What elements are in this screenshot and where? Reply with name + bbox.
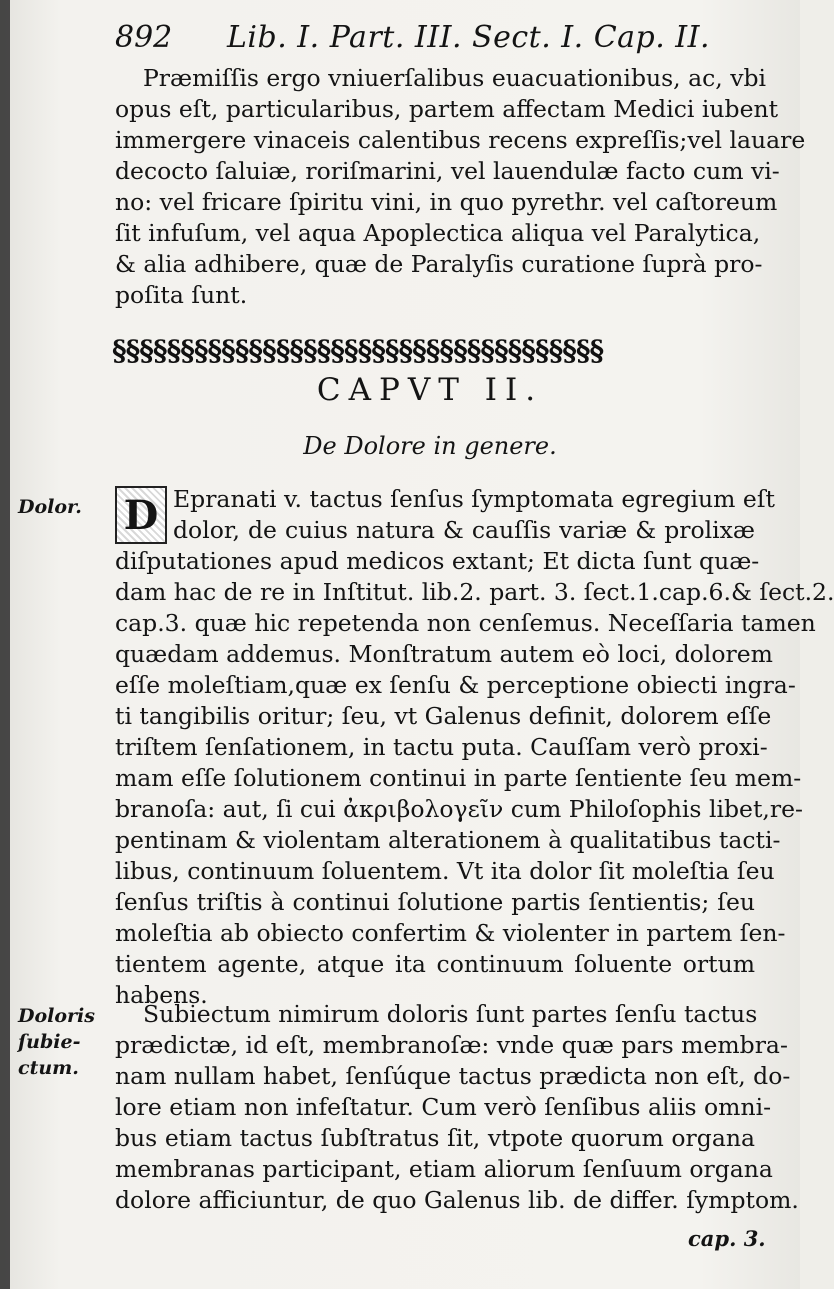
text-line: libus, continuum ſoluentem. Vt ita dolor ſit moleſtia ſeu: [115, 857, 775, 885]
text-line: lore etiam non infeſtatur. Cum verò ſenſibus aliis omni-: [115, 1093, 772, 1121]
text-line: dam hac de re in Inſtitut. lib.2. part. 3. ſect.1.cap.6.& ſect.2.: [115, 578, 834, 606]
text-line: Subiectum nimirum doloris ſunt partes ſenſu tactus: [143, 1000, 758, 1028]
text-line: immergere vinaceis calentibus recens expreſſis;vel lauare: [115, 126, 806, 154]
text-line: ti tangibilis oritur; ſeu, vt Galenus definit, dolorem eſſe: [115, 702, 772, 730]
catchword: cap. 3.: [688, 1226, 766, 1251]
text-line: prædictæ, id eſt, membranoſæ: vnde quæ pars membra-: [115, 1031, 788, 1059]
text-line: tientem agente, atque ita continuum ſoluente ortum: [115, 950, 755, 978]
chapter-title: CAPVT II.: [316, 372, 544, 408]
text-line: mam eſſe ſolutionem continui in parte ſentiente ſeu mem-: [115, 764, 802, 792]
text-line: branoſa: aut, ſi cui ἀκριβολογεῖν cum Philoſophis libet,re-: [115, 795, 803, 823]
margin-note-line: ctum.: [18, 1057, 79, 1079]
text-line: eſſe moleſtiam,quæ ex ſenſu & perceptione obiecti ingra-: [115, 671, 796, 699]
text-line: moleſtia ab obiecto confertim & violenter in partem ſen-: [115, 919, 786, 947]
margin-note-line: Doloris: [18, 1005, 95, 1027]
margin-note-subiectum: [18, 1003, 95, 1081]
paragraph-3: [115, 999, 799, 1216]
text-line: decocto ſaluiæ, roriſmarini, vel lauendulæ facto cum vi-: [115, 157, 780, 185]
running-head: Lib. I. Part. III. Sect. I. Cap. II.: [227, 20, 711, 55]
running-header: [115, 16, 711, 60]
text-line: quædam addemus. Monſtratum autem eò loci, dolorem: [115, 640, 773, 668]
text-line: ſit infuſum, vel aqua Apoplectica aliqua vel Paralytica,: [115, 219, 761, 247]
chapter-subtitle: De Dolore in genere.: [303, 432, 557, 460]
text-line: dolore afficiuntur, de quo Galenus lib. de differ. ſymptom.: [115, 1186, 799, 1214]
text-line: pentinam & violentam alterationem à qualitatibus tacti-: [115, 826, 781, 854]
paragraph-2: [115, 484, 834, 1011]
text-line: dolor, de cuius natura & cauſſis variæ & prolixæ: [173, 516, 755, 544]
text-line: Epranati v. tactus ſenſus ſymptomata egregium eſt: [173, 485, 775, 513]
page-number: 892: [115, 20, 173, 55]
text-line: membranas participant, etiam aliorum ſenſuum organa: [115, 1155, 773, 1183]
margin-note-line: ſubie-: [18, 1031, 81, 1053]
text-line: bus etiam tactus ſubſtratus ſit, vtpote quorum organa: [115, 1124, 755, 1152]
text-line: no: vel fricare ſpiritu vini, in quo pyrethr. vel caſtoreum: [115, 188, 778, 216]
chapter-heading: [0, 372, 800, 408]
text-line: diſputationes apud medicos extant; Et dicta ſunt quæ-: [115, 547, 760, 575]
text-line: ſenſus triſtis à continui ſolutione partis ſentientis; ſeu: [115, 888, 755, 916]
text-line: & alia adhibere, quæ de Paralyſis curatione ſuprà pro-: [115, 250, 763, 278]
ornament-band: §§§§§§§§§§§§§§§§§§§§§§§§§§§§§§§§§§§§: [112, 334, 604, 367]
page-binding-shadow: [0, 0, 10, 1289]
text-line: cap.3. quæ hic repetenda non cenſemus. Neceſſaria tamen: [115, 609, 816, 637]
typographic-ornament: [112, 333, 754, 369]
text-line: opus eſt, particularibus, partem affectam Medici iubent: [115, 95, 779, 123]
text-line: triſtem ſenſationem, in tactu puta. Cauſſam verò proxi-: [115, 733, 768, 761]
text-line: nam nullam habet, ſenſúque tactus prædicta non eſt, do-: [115, 1062, 791, 1090]
text-line: poſita ſunt.: [115, 281, 248, 309]
text-line: Præmiſſis ergo vniuerſalibus euacuationibus, ac, vbi: [143, 64, 767, 92]
chapter-subheading: [0, 432, 800, 460]
text-line: habens.: [115, 981, 208, 1009]
margin-note-dolor: Dolor.: [18, 496, 82, 518]
paragraph-1: [115, 63, 806, 311]
drop-cap-letter: D: [123, 491, 159, 539]
